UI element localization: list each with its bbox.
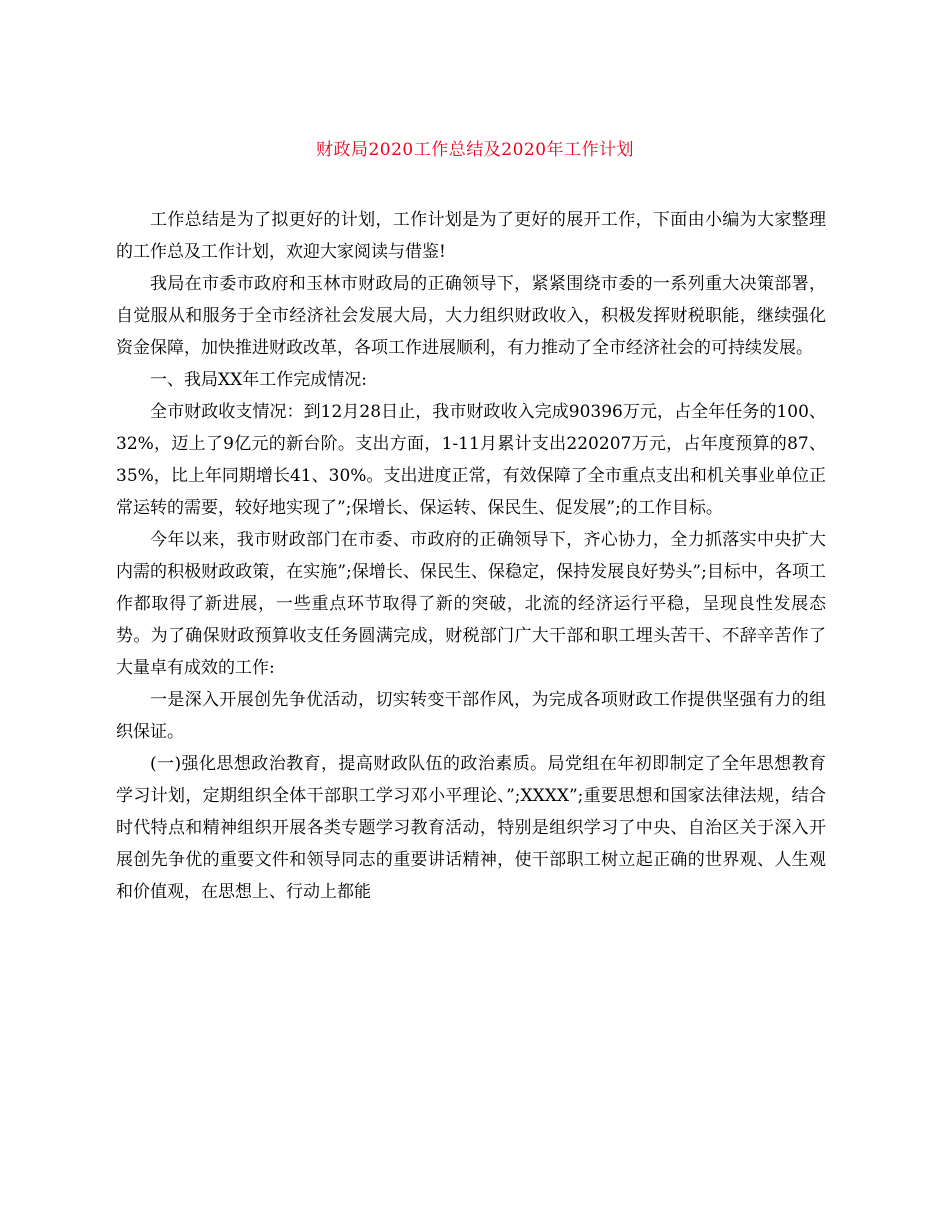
paragraph-subpoint-1: (一)强化思想政治教育，提高财政队伍的政治素质。局党组在年初即制定了全年思想教育学习计划，定期组织全体干部职工学习邓小平理论、”;XXXX”;重要思想和国家法律法规，结合时代特点和精神组织开展各类专题学习教育活动，特别是组织学习了中央、自治区关于深入开展创先争优的重要文件和领导同志的重要讲话精神，使干部职工树立起正确的世界观、人生观和价值观，在思想上、行动上都能 (116, 754, 826, 902)
section-heading-1: 一、我局XX年工作完成情况: (150, 370, 367, 390)
paragraph-progress: 今年以来，我市财政部门在市委、市政府的正确领导下，齐心协力，全力抓落实中央扩大内需的积极财政政策，在实施”;保增长、保民生、保稳定，保持发展良好势头”;目标中，各项工作都取得了新进展，一些重点环节取得了新的突破，北流的经济运行平稳，呈现良性发展态势。为了确保财政预算收支任务圆满完成，财税部门广大干部和职工埋头苦干、不辞辛苦作了大量卓有成效的工作: (116, 530, 826, 678)
document-title: 财政局2020工作总结及2020年工作计划 (315, 140, 635, 160)
paragraph-point-1: 一是深入开展创先争优活动，切实转变干部作风，为完成各项财政工作提供坚强有力的组织保证。 (116, 690, 826, 742)
paragraph-overview: 我局在市委市政府和玉林市财政局的正确领导下，紧紧围绕市委的一系列重大决策部署，自觉服从和服务于全市经济社会发展大局，大力组织财政收入，积极发挥财税职能，继续强化资金保障，加快推进财政改革，各项工作进展顺利，有力推动了全市经济社会的可持续发展。 (116, 274, 826, 358)
paragraph-intro: 工作总结是为了拟更好的计划，工作计划是为了更好的展开工作，下面由小编为大家整理的工作总及工作计划，欢迎大家阅读与借鉴! (116, 210, 826, 262)
document-body (116, 204, 826, 908)
paragraph-fiscal-stats: 全市财政收支情况：到12月28日止，我市财政收入完成90396万元，占全年任务的100、32%，迈上了9亿元的新台阶。支出方面，1-11月累计支出220207万元，占年度预算的87、35%，比上年同期增长41、30%。支出进度正常，有效保障了全市重点支出和机关事业单位正常运转的需要，较好地实现了”;保增长、保运转、保民生、促发展”;的工作目标。 (116, 402, 826, 518)
